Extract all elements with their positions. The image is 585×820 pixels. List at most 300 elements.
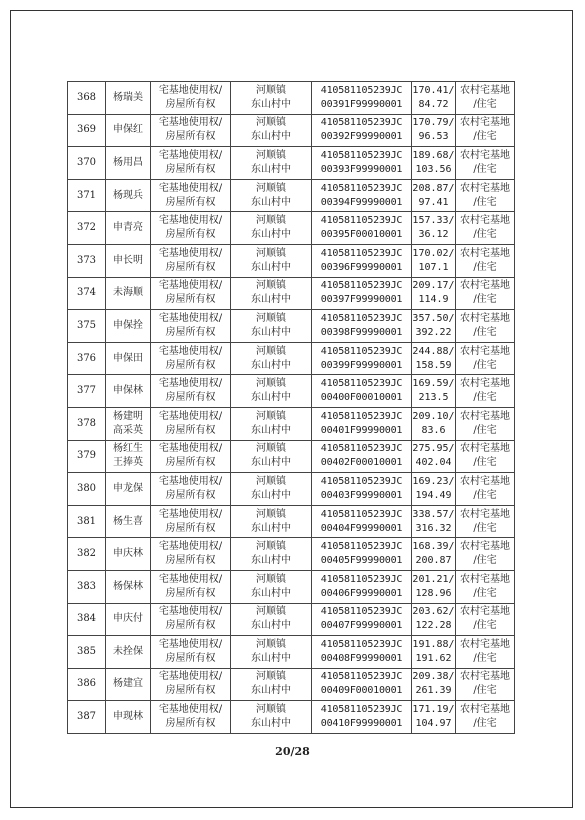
area-cell	[412, 212, 456, 245]
table-row	[68, 212, 515, 245]
rights-type-cell-line: 宅基地使用权/	[158, 215, 223, 227]
owner-name-cell-text: 未拴保	[113, 645, 143, 657]
usage-cell-line: /住宅	[473, 555, 497, 567]
location-cell-line: 河顺镇	[256, 508, 286, 520]
usage-cell-line: /住宅	[473, 326, 497, 338]
rights-type-cell-line: 房屋所有权	[165, 718, 216, 730]
row-number-cell	[68, 310, 106, 343]
location-cell-line: 河顺镇	[256, 443, 286, 455]
area-cell-line: 96.53	[418, 131, 449, 143]
rights-type-cell	[151, 440, 231, 473]
area-cell-line: 114.9	[418, 294, 449, 306]
usage-cell-line: /住宅	[473, 229, 497, 241]
location-cell-line: 东山村中	[251, 652, 291, 664]
usage-cell-line: /住宅	[473, 294, 497, 306]
area-cell	[412, 701, 456, 734]
rights-type-cell	[151, 505, 231, 538]
unit-code-cell-line: 00399F99990001	[320, 359, 403, 371]
location-cell	[231, 603, 312, 636]
table-row	[68, 538, 515, 571]
rights-type-cell-line: 宅基地使用权/	[158, 573, 223, 585]
table-row	[68, 147, 515, 180]
table-row	[68, 244, 515, 277]
area-cell-line: 158.59	[415, 359, 452, 371]
row-number-cell	[68, 244, 106, 277]
area-cell	[412, 668, 456, 701]
location-cell-line: 东山村中	[251, 555, 291, 567]
unit-code-cell-line: 410581105239JC	[320, 573, 403, 585]
rights-type-cell-line: 房屋所有权	[165, 98, 216, 110]
rights-type-cell-line: 宅基地使用权/	[158, 84, 223, 96]
location-cell	[231, 277, 312, 310]
row-number-cell	[68, 636, 106, 669]
owner-name-cell	[106, 342, 151, 375]
rights-type-cell-line: 宅基地使用权/	[158, 606, 223, 618]
unit-code-cell	[312, 603, 412, 636]
owner-name-cell	[106, 440, 151, 473]
table-row	[68, 603, 515, 636]
location-cell	[231, 179, 312, 212]
usage-cell-line: 农村宅基地	[460, 312, 510, 324]
owner-name-cell	[106, 668, 151, 701]
usage-cell-line: 农村宅基地	[460, 117, 510, 129]
area-cell-line: 107.1	[418, 261, 449, 273]
row-number-cell	[68, 147, 106, 180]
table-row	[68, 82, 515, 115]
row-number-cell	[68, 114, 106, 147]
location-cell-line: 东山村中	[251, 229, 291, 241]
usage-cell-line: /住宅	[473, 620, 497, 632]
usage-cell-line: /住宅	[473, 392, 497, 404]
area-cell	[412, 82, 456, 115]
rights-type-cell	[151, 277, 231, 310]
owner-name-cell-text: 申保红	[113, 124, 143, 136]
unit-code-cell	[312, 375, 412, 408]
rights-type-cell-line: 房屋所有权	[165, 652, 216, 664]
unit-code-cell	[312, 147, 412, 180]
table-row	[68, 310, 515, 343]
unit-code-cell-line: 410581105239JC	[320, 215, 403, 227]
location-cell	[231, 114, 312, 147]
row-number-cell-text: 381	[76, 515, 97, 527]
rights-type-cell-line: 房屋所有权	[165, 587, 216, 599]
unit-code-cell	[312, 342, 412, 375]
usage-cell-line: /住宅	[473, 163, 497, 175]
unit-code-cell-line: 410581105239JC	[320, 410, 403, 422]
usage-cell	[456, 407, 515, 440]
usage-cell	[456, 603, 515, 636]
rights-type-cell	[151, 114, 231, 147]
area-cell	[412, 570, 456, 603]
location-cell-line: 东山村中	[251, 196, 291, 208]
rights-type-cell-line: 宅基地使用权/	[158, 117, 223, 129]
location-cell-line: 东山村中	[251, 261, 291, 273]
usage-cell-line: 农村宅基地	[460, 280, 510, 292]
unit-code-cell-line: 410581105239JC	[320, 149, 403, 161]
location-cell-line: 东山村中	[251, 522, 291, 534]
location-cell	[231, 212, 312, 245]
unit-code-cell-line: 00395F00010001	[320, 229, 403, 241]
area-cell	[412, 407, 456, 440]
area-cell-line: 191.62	[415, 652, 452, 664]
location-cell	[231, 473, 312, 506]
area-cell	[412, 505, 456, 538]
area-cell-line: 97.41	[418, 196, 449, 208]
location-cell	[231, 668, 312, 701]
unit-code-cell-line: 410581105239JC	[320, 541, 403, 553]
unit-code-cell-line: 410581105239JC	[320, 638, 403, 650]
row-number-cell-text: 382	[76, 548, 97, 560]
row-number-cell	[68, 603, 106, 636]
usage-cell-line: /住宅	[473, 685, 497, 697]
unit-code-cell-line: 410581105239JC	[320, 182, 403, 194]
owner-name-cell-text: 申长明	[113, 254, 143, 266]
row-number-cell	[68, 179, 106, 212]
rights-type-cell-line: 房屋所有权	[165, 163, 216, 175]
table-row	[68, 114, 515, 147]
usage-cell	[456, 277, 515, 310]
rights-type-cell	[151, 538, 231, 571]
row-number-cell	[68, 342, 106, 375]
rights-type-cell-line: 宅基地使用权/	[158, 247, 223, 259]
location-cell-line: 东山村中	[251, 685, 291, 697]
owner-name-cell	[106, 538, 151, 571]
location-cell-line: 河顺镇	[256, 378, 286, 390]
row-number-cell-text: 368	[76, 91, 97, 103]
usage-cell	[456, 636, 515, 669]
location-cell-line: 河顺镇	[256, 247, 286, 259]
usage-cell-line: /住宅	[473, 424, 497, 436]
owner-name-cell	[106, 375, 151, 408]
table-row	[68, 375, 515, 408]
area-cell-line: 128.96	[415, 587, 452, 599]
rights-type-cell	[151, 570, 231, 603]
row-number-cell-text: 380	[76, 482, 97, 494]
table-body	[68, 82, 515, 734]
usage-cell	[456, 310, 515, 343]
rights-type-cell-line: 宅基地使用权/	[158, 475, 223, 487]
owner-name-cell-text: 杨建宜	[113, 678, 143, 690]
row-number-cell-text: 370	[76, 156, 97, 168]
area-cell-line: 104.97	[415, 718, 452, 730]
row-number-cell	[68, 277, 106, 310]
location-cell	[231, 342, 312, 375]
row-number-cell-text: 372	[76, 222, 97, 234]
unit-code-cell-line: 410581105239JC	[320, 378, 403, 390]
location-cell-line: 河顺镇	[256, 345, 286, 357]
rights-type-cell	[151, 212, 231, 245]
usage-cell-line: /住宅	[473, 587, 497, 599]
area-cell-line: 84.72	[418, 98, 449, 110]
usage-cell-line: /住宅	[473, 489, 497, 501]
rights-type-cell	[151, 407, 231, 440]
row-number-cell-text: 371	[76, 189, 97, 201]
area-cell-line: 157.33/	[412, 215, 455, 227]
owner-name-cell	[106, 310, 151, 343]
location-cell	[231, 440, 312, 473]
table-row	[68, 505, 515, 538]
usage-cell-line: /住宅	[473, 98, 497, 110]
location-cell	[231, 570, 312, 603]
owner-name-cell	[106, 244, 151, 277]
location-cell-line: 河顺镇	[256, 84, 286, 96]
area-cell-line: 261.39	[415, 685, 452, 697]
rights-type-cell-line: 宅基地使用权/	[158, 508, 223, 520]
location-cell-line: 东山村中	[251, 489, 291, 501]
owner-name-cell	[106, 212, 151, 245]
rights-type-cell-line: 宅基地使用权/	[158, 149, 223, 161]
location-cell	[231, 147, 312, 180]
rights-type-cell-line: 宅基地使用权/	[158, 541, 223, 553]
owner-name-cell-text: 杨建明 高采英	[113, 410, 143, 436]
usage-cell	[456, 244, 515, 277]
row-number-cell	[68, 473, 106, 506]
row-number-cell	[68, 538, 106, 571]
area-cell-line: 189.68/	[412, 149, 455, 161]
owner-name-cell-text: 杨现兵	[113, 189, 143, 201]
rights-type-cell-line: 房屋所有权	[165, 196, 216, 208]
area-cell-line: 213.5	[418, 392, 449, 404]
unit-code-cell	[312, 277, 412, 310]
owner-name-cell	[106, 114, 151, 147]
owner-name-cell-text: 杨红生 王捧英	[113, 443, 143, 469]
owner-name-cell-text: 申现林	[113, 711, 143, 723]
table-row	[68, 440, 515, 473]
row-number-cell	[68, 701, 106, 734]
usage-cell-line: /住宅	[473, 522, 497, 534]
location-cell-line: 河顺镇	[256, 117, 286, 129]
area-cell	[412, 603, 456, 636]
owner-name-cell	[106, 570, 151, 603]
unit-code-cell	[312, 505, 412, 538]
unit-code-cell	[312, 636, 412, 669]
usage-cell	[456, 701, 515, 734]
usage-cell-line: 农村宅基地	[460, 573, 510, 585]
unit-code-cell	[312, 538, 412, 571]
area-cell-line: 357.50/	[412, 312, 455, 324]
table-row	[68, 179, 515, 212]
location-cell-line: 河顺镇	[256, 149, 286, 161]
unit-code-cell-line: 00400F00010001	[320, 392, 403, 404]
rights-type-cell-line: 宅基地使用权/	[158, 410, 223, 422]
usage-cell-line: 农村宅基地	[460, 671, 510, 683]
rights-type-cell-line: 宅基地使用权/	[158, 280, 223, 292]
unit-code-cell	[312, 570, 412, 603]
area-cell-line: 209.17/	[412, 280, 455, 292]
owner-name-cell	[106, 701, 151, 734]
usage-cell-line: 农村宅基地	[460, 149, 510, 161]
usage-cell	[456, 440, 515, 473]
unit-code-cell	[312, 668, 412, 701]
rights-type-cell	[151, 701, 231, 734]
location-cell-line: 河顺镇	[256, 541, 286, 553]
area-cell-line: 194.49	[415, 489, 452, 501]
usage-cell-line: 农村宅基地	[460, 508, 510, 520]
unit-code-cell-line: 00402F00010001	[320, 457, 403, 469]
location-cell	[231, 244, 312, 277]
row-number-cell-text: 376	[76, 352, 97, 364]
owner-name-cell	[106, 147, 151, 180]
unit-code-cell	[312, 244, 412, 277]
location-cell-line: 东山村中	[251, 718, 291, 730]
unit-code-cell	[312, 212, 412, 245]
rights-type-cell	[151, 310, 231, 343]
usage-cell	[456, 570, 515, 603]
owner-name-cell	[106, 82, 151, 115]
rights-type-cell	[151, 603, 231, 636]
rights-type-cell-line: 房屋所有权	[165, 294, 216, 306]
usage-cell-line: /住宅	[473, 652, 497, 664]
area-cell	[412, 375, 456, 408]
area-cell-line: 338.57/	[412, 508, 455, 520]
area-cell-line: 170.41/	[412, 84, 455, 96]
unit-code-cell	[312, 114, 412, 147]
rights-type-cell	[151, 668, 231, 701]
row-number-cell-text: 379	[76, 450, 97, 462]
row-number-cell	[68, 440, 106, 473]
row-number-cell	[68, 212, 106, 245]
row-number-cell	[68, 570, 106, 603]
table-row	[68, 636, 515, 669]
owner-name-cell-text: 杨用昌	[113, 156, 143, 168]
rights-type-cell-line: 宅基地使用权/	[158, 638, 223, 650]
table-row	[68, 701, 515, 734]
rights-type-cell-line: 房屋所有权	[165, 424, 216, 436]
owner-name-cell	[106, 407, 151, 440]
row-number-cell	[68, 407, 106, 440]
location-cell-line: 东山村中	[251, 359, 291, 371]
owner-name-cell-text: 申庆付	[113, 613, 143, 625]
usage-cell	[456, 179, 515, 212]
location-cell	[231, 407, 312, 440]
location-cell-line: 东山村中	[251, 620, 291, 632]
owner-name-cell-text: 申庆林	[113, 548, 143, 560]
row-number-cell-text: 385	[76, 645, 97, 657]
location-cell-line: 东山村中	[251, 392, 291, 404]
table-row	[68, 570, 515, 603]
usage-cell-line: 农村宅基地	[460, 475, 510, 487]
usage-cell	[456, 82, 515, 115]
unit-code-cell-line: 410581105239JC	[320, 280, 403, 292]
area-cell-line: 171.19/	[412, 704, 455, 716]
area-cell-line: 275.95/	[412, 443, 455, 455]
unit-code-cell	[312, 179, 412, 212]
unit-code-cell-line: 00392F99990001	[320, 131, 403, 143]
owner-name-cell-text: 申保田	[113, 352, 143, 364]
owner-name-cell-text: 杨生喜	[113, 515, 143, 527]
owner-name-cell-text: 杨保林	[113, 580, 143, 592]
location-cell-line: 东山村中	[251, 457, 291, 469]
owner-name-cell	[106, 277, 151, 310]
location-cell	[231, 82, 312, 115]
location-cell-line: 河顺镇	[256, 638, 286, 650]
unit-code-cell-line: 410581105239JC	[320, 475, 403, 487]
location-cell-line: 东山村中	[251, 424, 291, 436]
area-cell-line: 201.21/	[412, 573, 455, 585]
area-cell-line: 203.62/	[412, 606, 455, 618]
property-rights-table	[67, 81, 515, 734]
rights-type-cell	[151, 473, 231, 506]
rights-type-cell-line: 宅基地使用权/	[158, 312, 223, 324]
usage-cell	[456, 342, 515, 375]
table-row	[68, 342, 515, 375]
usage-cell-line: /住宅	[473, 457, 497, 469]
usage-cell	[456, 375, 515, 408]
unit-code-cell-line: 00397F99990001	[320, 294, 403, 306]
table-row	[68, 473, 515, 506]
rights-type-cell-line: 房屋所有权	[165, 229, 216, 241]
location-cell	[231, 310, 312, 343]
table-row	[68, 277, 515, 310]
area-cell	[412, 473, 456, 506]
row-number-cell-text: 383	[76, 580, 97, 592]
usage-cell-line: 农村宅基地	[460, 410, 510, 422]
unit-code-cell-line: 410581105239JC	[320, 443, 403, 455]
usage-cell	[456, 538, 515, 571]
rights-type-cell-line: 宅基地使用权/	[158, 671, 223, 683]
location-cell	[231, 375, 312, 408]
owner-name-cell-text: 申青亮	[113, 222, 143, 234]
rights-type-cell	[151, 147, 231, 180]
usage-cell	[456, 505, 515, 538]
area-cell-line: 200.87	[415, 555, 452, 567]
area-cell-line: 244.88/	[412, 345, 455, 357]
row-number-cell	[68, 82, 106, 115]
location-cell	[231, 505, 312, 538]
rights-type-cell	[151, 375, 231, 408]
unit-code-cell	[312, 310, 412, 343]
unit-code-cell-line: 00391F99990001	[320, 98, 403, 110]
row-number-cell-text: 384	[76, 613, 97, 625]
area-cell-line: 169.23/	[412, 475, 455, 487]
unit-code-cell-line: 00396F99990001	[320, 261, 403, 273]
table-row	[68, 668, 515, 701]
unit-code-cell-line: 410581105239JC	[320, 671, 403, 683]
row-number-cell-text: 377	[76, 385, 97, 397]
location-cell-line: 东山村中	[251, 131, 291, 143]
area-cell	[412, 440, 456, 473]
rights-type-cell	[151, 179, 231, 212]
unit-code-cell-line: 00393F99990001	[320, 163, 403, 175]
row-number-cell-text: 375	[76, 319, 97, 331]
row-number-cell	[68, 375, 106, 408]
owner-name-cell	[106, 505, 151, 538]
location-cell-line: 河顺镇	[256, 312, 286, 324]
usage-cell-line: 农村宅基地	[460, 378, 510, 390]
usage-cell-line: /住宅	[473, 261, 497, 273]
row-number-cell-text: 378	[76, 417, 97, 429]
area-cell	[412, 538, 456, 571]
row-number-cell-text: 386	[76, 678, 97, 690]
unit-code-cell	[312, 473, 412, 506]
usage-cell-line: 农村宅基地	[460, 345, 510, 357]
area-cell-line: 392.22	[415, 326, 452, 338]
unit-code-cell-line: 410581105239JC	[320, 606, 403, 618]
rights-type-cell-line: 房屋所有权	[165, 685, 216, 697]
rights-type-cell-line: 房屋所有权	[165, 620, 216, 632]
rights-type-cell	[151, 244, 231, 277]
unit-code-cell-line: 410581105239JC	[320, 247, 403, 259]
rights-type-cell-line: 房屋所有权	[165, 522, 216, 534]
rights-type-cell-line: 房屋所有权	[165, 457, 216, 469]
unit-code-cell	[312, 701, 412, 734]
usage-cell	[456, 473, 515, 506]
location-cell-line: 河顺镇	[256, 671, 286, 683]
usage-cell	[456, 114, 515, 147]
unit-code-cell	[312, 82, 412, 115]
rights-type-cell-line: 宅基地使用权/	[158, 345, 223, 357]
location-cell-line: 东山村中	[251, 326, 291, 338]
